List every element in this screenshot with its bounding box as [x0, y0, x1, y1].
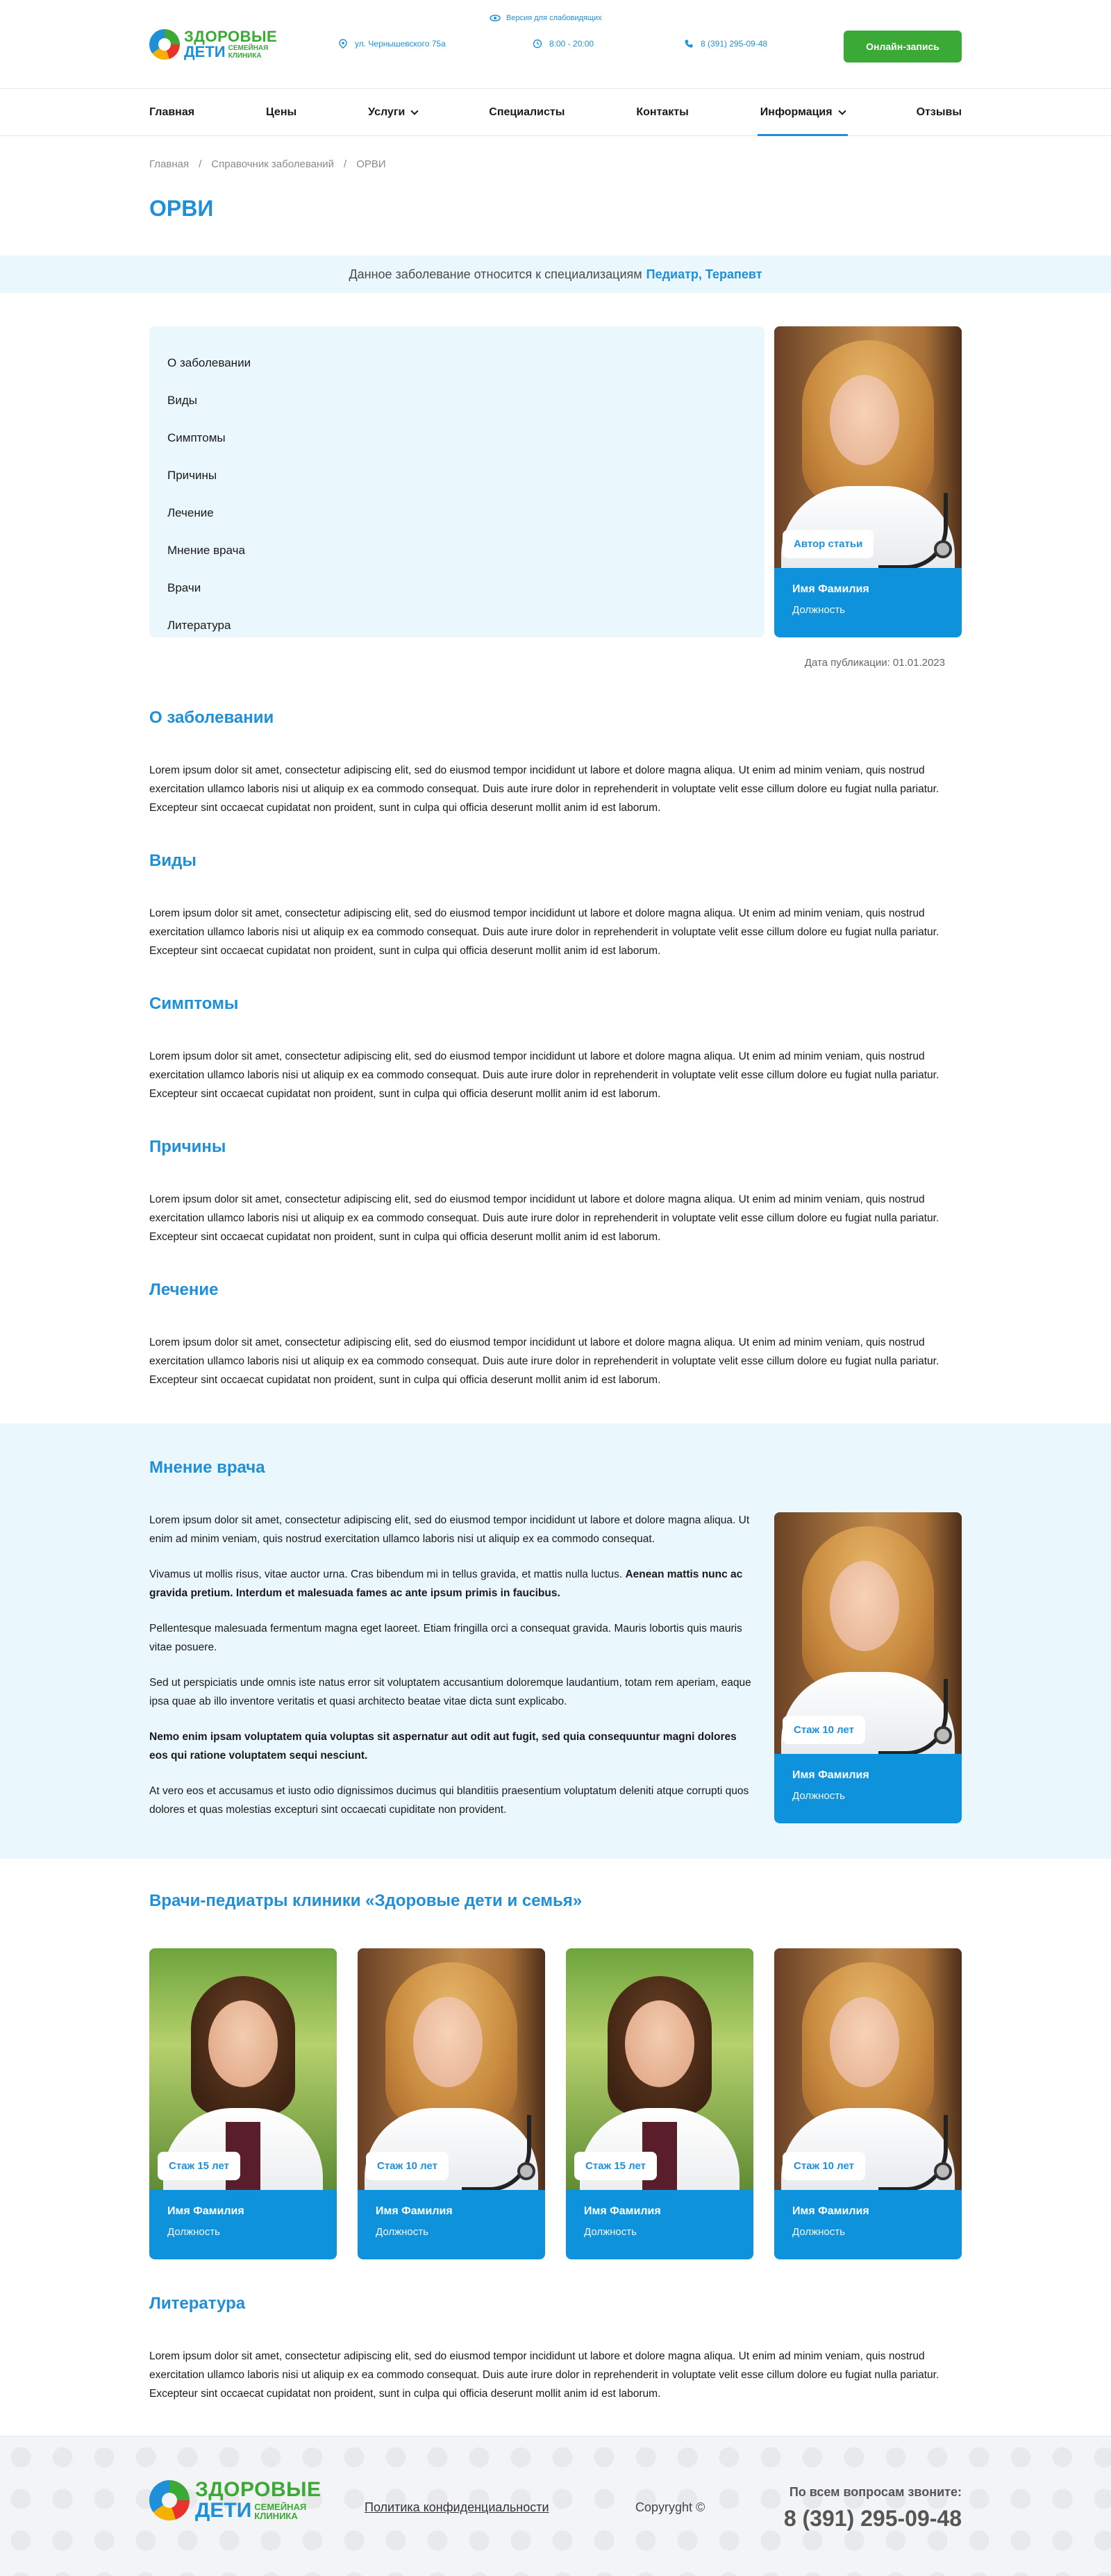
toc-item-causes[interactable]: Причины: [167, 469, 217, 482]
specialization-links[interactable]: Педиатр, Терапевт: [646, 267, 762, 281]
experience-badge: Стаж 10 лет: [366, 2152, 449, 2180]
section-title-doctors: Врачи-педиатры клиники «Здоровые дети и семья»: [149, 1891, 583, 1910]
section-title-types: Виды: [149, 851, 197, 870]
nav-label: Специалисты: [489, 106, 565, 118]
doctor-photo: [149, 1948, 337, 2190]
toc-item-opinion[interactable]: Мнение врача: [167, 544, 245, 557]
section-title-about: О заболевании: [149, 708, 274, 727]
stethoscope-icon: [934, 1726, 952, 1744]
toc-item-about[interactable]: О заболевании: [167, 356, 251, 369]
doctor-name: Имя Фамилия: [792, 2205, 869, 2217]
opinion-paragraph: Lorem ipsum dolor sit amet, consectetur adipiscing elit, sed do eiusmod tempor incididunt ut labore et dolore magna aliqua. Ut enim ad minim veniam, quis nostrud exercitation ullamco laboris nisi ut aliquip ex ea commodo consequat.: [149, 1514, 750, 1545]
toc-item-literature[interactable]: Литература: [167, 619, 231, 632]
section-text-about: Lorem ipsum dolor sit amet, consectetur adipiscing elit, sed do eiusmod tempor incididunt ut labore et dolore magna aliqua. Ut enim ad minim veniam, quis nostrud exercitation ullamco laboris nisi ut aliquip ex ea commodo consequat. Duis aute irure dolor in reprehenderit in voluptate velit esse cillum dolore eu fugiat nulla pariatur. Excepteur sint occaecat cupidatat non proident, sunt in culpa qui officia deserunt mollit anim id est laborum.: [149, 764, 939, 814]
privacy-policy-link[interactable]: Политика конфиденциальности: [365, 2500, 549, 2514]
doctor-name: Имя Фамилия: [792, 583, 869, 595]
doctor-photo: [358, 1948, 545, 2190]
logo-emblem-icon: [149, 2480, 190, 2520]
breadcrumb-section[interactable]: Справочник заболеваний: [211, 158, 335, 170]
opinion-paragraph-bold: Nemo enim ipsam voluptatem quia voluptas sit aspernatur aut odit aut fugit, sed quia consequuntur magni dolores eos qui ratione voluptatem sequi nesciunt.: [149, 1731, 737, 1762]
doctor-position: Должность: [167, 2226, 220, 2238]
opinion-paragraph: Sed ut perspiciatis unde omnis iste natus error sit voluptatem accusantium doloremque laudantium, totam rem aperiam, eaque ipsa quae ab illo inventore veritatis et quasi architecto beatae vitae dicta sunt explicabo.: [149, 1677, 751, 1707]
experience-badge: Стаж 15 лет: [158, 2152, 240, 2180]
opinion-paragraph: [149, 1565, 753, 1603]
logo-text-line2: ДЕТИ: [195, 2499, 252, 2522]
logo-text-clinic: КЛИНИКА: [254, 2511, 298, 2522]
doctor-photo: [774, 1948, 962, 2190]
doctor-position: Должность: [792, 2226, 845, 2238]
opinion-text: Vivamus ut mollis risus, vitae auctor urna. Cras bibendum mi in tellus gravida, et mattis nulla luctus.: [149, 1569, 623, 1580]
breadcrumb-home[interactable]: Главная: [149, 158, 190, 170]
footer: [0, 2436, 1111, 2576]
hours-text: 8:00 - 20:00: [549, 39, 594, 49]
doctor-position: Должность: [792, 604, 845, 616]
doctor-position: Должность: [584, 2226, 637, 2238]
section-title-symptoms: Симптомы: [149, 994, 239, 1013]
nav-label: Услуги: [368, 106, 406, 118]
doctor-position: Должность: [376, 2226, 428, 2238]
section-text-types: Lorem ipsum dolor sit amet, consectetur adipiscing elit, sed do eiusmod tempor incididunt ut labore et dolore magna aliqua. Ut enim ad minim veniam, quis nostrud exercitation ullamco laboris nisi ut aliquip ex ea commodo consequat. Duis aute irure dolor in reprehenderit in voluptate velit esse cillum dolore eu fugiat nulla pariatur. Excepteur sint occaecat cupidatat non proident, sunt in culpa qui officia deserunt mollit anim id est laborum.: [149, 908, 939, 957]
nav-label: Информация: [760, 106, 833, 118]
logo-text-line1: ЗДОРОВЫЕ: [184, 28, 278, 45]
doctor-name: Имя Фамилия: [376, 2205, 453, 2217]
section-text-treatment: Lorem ipsum dolor sit amet, consectetur adipiscing elit, sed do eiusmod tempor incididunt ut labore et dolore magna aliqua. Ut enim ad minim veniam, quis nostrud exercitation ullamco laboris nisi ut aliquip ex ea commodo consequat. Duis aute irure dolor in reprehenderit in voluptate velit esse cillum dolore eu fugiat nulla pariatur. Excepteur sint occaecat cupidatat non proident, sunt in culpa qui officia deserunt mollit anim id est laborum.: [149, 1337, 939, 1386]
stethoscope-icon: [517, 2162, 535, 2180]
breadcrumb-separator: /: [344, 158, 347, 170]
section-text-causes: Lorem ipsum dolor sit amet, consectetur adipiscing elit, sed do eiusmod tempor incididunt ut labore et dolore magna aliqua. Ut enim ad minim veniam, quis nostrud exercitation ullamco laboris nisi ut aliquip ex ea commodo consequat. Duis aute irure dolor in reprehenderit in voluptate velit esse cillum dolore eu fugiat nulla pariatur. Excepteur sint occaecat cupidatat non proident, sunt in culpa qui officia deserunt mollit anim id est laborum.: [149, 1194, 939, 1243]
doctor-card[interactable]: [149, 1948, 337, 2259]
section-title-literature: Литература: [149, 2294, 246, 2313]
doctor-card[interactable]: [774, 1948, 962, 2259]
page-title: ОРВИ: [149, 196, 214, 221]
section-title-opinion: Мнение врача: [149, 1458, 265, 1477]
footer-phone[interactable]: 8 (391) 295-09-48: [783, 2506, 962, 2531]
opinion-paragraph: At vero eos et accusamus et iusto odio dignissimos ducimus qui blanditiis praesentium voluptatum deleniti atque corrupti quos dolores et quas molestias excepturi sint occaecati cupiditate non provident.: [149, 1785, 749, 1816]
address-text: ул. Чернышевского 75а: [355, 39, 446, 49]
toc-item-types[interactable]: Виды: [167, 394, 197, 407]
section-title-causes: Причины: [149, 1137, 226, 1156]
phone-text: 8 (391) 295-09-48: [701, 39, 768, 49]
logo-text-family: СЕМЕЙНАЯ: [228, 44, 269, 52]
nav-label: Отзывы: [916, 106, 962, 118]
specialization-text: Данное заболевание относится к специализациям: [349, 267, 642, 281]
logo-text-clinic: КЛИНИКА: [228, 51, 262, 60]
section-title-treatment: Лечение: [149, 1280, 219, 1299]
footer-logo[interactable]: [149, 2479, 321, 2521]
nav-label: Главная: [149, 106, 195, 118]
toc-item-treatment[interactable]: Лечение: [167, 506, 214, 519]
opinion-bold-text: Aenean mattis nunc ac gravida pretium. Interdum et malesuada fames ac ante ipsum primis in faucibus.: [149, 1569, 743, 1599]
call-label: По всем вопросам звоните:: [789, 2485, 962, 2499]
doctor-card[interactable]: [566, 1948, 753, 2259]
section-text-literature: Lorem ipsum dolor sit amet, consectetur adipiscing elit, sed do eiusmod tempor incididunt ut labore et dolore magna aliqua. Ut enim ad minim veniam, quis nostrud exercitation ullamco laboris nisi ut aliquip ex ea commodo consequat. Duis aute irure dolor in reprehenderit in voluptate velit esse cillum dolore eu fugiat nulla pariatur. Excepteur sint occaecat cupidatat non proident, sunt in culpa qui officia deserunt mollit anim id est laborum.: [149, 2350, 939, 2400]
doctor-name: Имя Фамилия: [167, 2205, 244, 2217]
doctor-position: Должность: [792, 1790, 845, 1802]
doctor-photo: [774, 1512, 962, 1754]
experience-badge: Стаж 10 лет: [783, 2152, 865, 2180]
nav-label: Контакты: [636, 106, 689, 118]
logo-text-line2: ДЕТИ: [184, 43, 226, 60]
opinion-doctor-card[interactable]: [774, 1512, 962, 1823]
breadcrumb-separator: /: [199, 158, 202, 170]
doctor-photo: [566, 1948, 753, 2190]
experience-badge: Стаж 10 лет: [783, 1716, 865, 1744]
nav-label: Цены: [266, 106, 297, 118]
doctor-name: Имя Фамилия: [792, 1769, 869, 1781]
toc-item-symptoms[interactable]: Симптомы: [167, 431, 226, 444]
section-text-symptoms: Lorem ipsum dolor sit amet, consectetur adipiscing elit, sed do eiusmod tempor incididunt ut labore et dolore magna aliqua. Ut enim ad minim veniam, quis nostrud exercitation ullamco laboris nisi ut aliquip ex ea commodo consequat. Duis aute irure dolor in reprehenderit in voluptate velit esse cillum dolore eu fugiat nulla pariatur. Excepteur sint occaecat cupidatat non proident, sunt in culpa qui officia deserunt mollit anim id est laborum.: [149, 1051, 939, 1100]
logo-text-family: СЕМЕЙНАЯ: [254, 2501, 307, 2512]
toc-item-doctors[interactable]: Врачи: [167, 581, 201, 594]
logo-text-line1: ЗДОРОВЫЕ: [195, 2478, 321, 2501]
opinion-paragraph: Pellentesque malesuada fermentum magna eget laoreet. Etiam fringilla orci a consequat gravida. Mauris lobortis quis mauris vitae posuere.: [149, 1623, 742, 1653]
author-badge: Автор статьи: [783, 530, 874, 558]
doctor-card[interactable]: [358, 1948, 545, 2259]
stethoscope-icon: [934, 2162, 952, 2180]
publication-date: Дата публикации: 01.01.2023: [804, 657, 945, 669]
experience-badge: Стаж 15 лет: [574, 2152, 657, 2180]
breadcrumb-current: ОРВИ: [356, 158, 386, 170]
online-booking-button[interactable]: Онлайн-запись: [844, 31, 962, 62]
doctor-name: Имя Фамилия: [584, 2205, 661, 2217]
copyright: Copyryght ©: [635, 2500, 705, 2514]
low-vision-label: Версия для слабовидящих: [506, 14, 602, 22]
